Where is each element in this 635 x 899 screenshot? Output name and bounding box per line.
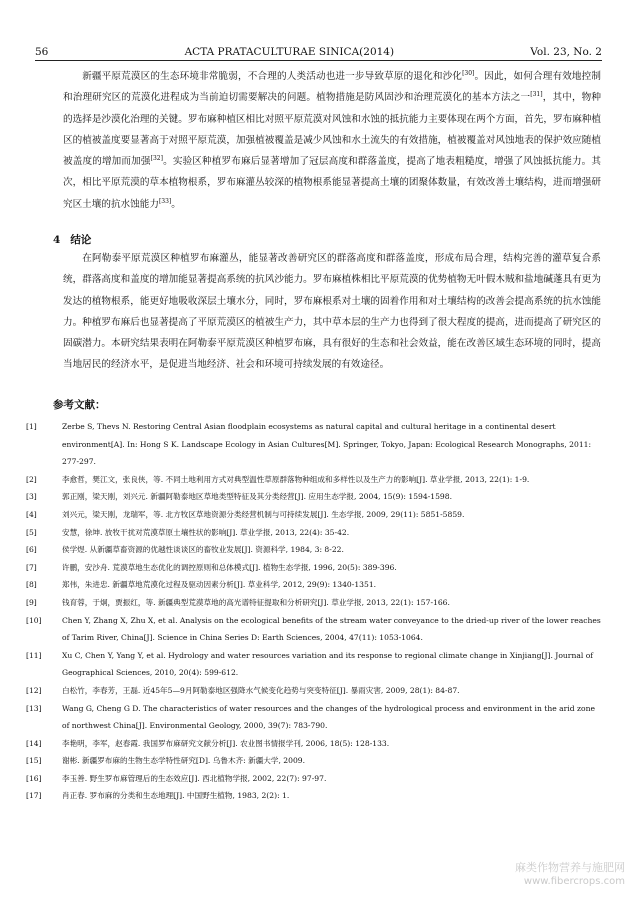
header-rule [35,60,602,61]
page-header [35,42,602,58]
reference-text: 钱育蓉，于炯，贾振红，等. 新疆典型荒漠草地的高光谱特征提取和分析研究[J]. 草业学报, 2013, 22(1): 157-166. [62,597,450,607]
reference-number: [1] [26,422,37,431]
page-number: 56 [35,46,49,58]
reference-number: [7] [26,562,37,572]
reference-item [24,787,604,805]
reference-text: 安慧，徐坤. 放牧干扰对荒漠草原土壤性状的影响[J]. 草业学报, 2013, 22(4): 35-42. [62,527,350,537]
reference-text: 李玉善. 野生罗布麻管理后的生态效应[J]. 西北植物学报, 2002, 22(7): 97-97. [62,773,327,783]
reference-text: Wang G, Cheng G D. The characteristics of water resources and the changes of the hydrological process and environment in the arid zone of northwest China[J]. Environmental Geology, 2000, 39(7): 783-790. [62,703,595,731]
watermark [515,861,625,889]
reference-text: 许鹏，安沙舟. 荒漠草地生态优化的调控原则和总体模式[J]. 植物生态学报, 1996, 20(5): 389-396. [62,562,397,572]
reference-number: [9] [26,597,37,607]
reference-item [24,506,604,524]
reference-number: [6] [26,545,37,555]
watermark-text: 麻类作物营养与施肥网 [515,861,625,874]
watermark-url: www.fibercrops.com [523,876,625,887]
reference-item [24,488,604,506]
reference-text: 李愈哲，樊江文，张良侠，等. 不同土地利用方式对典型温性草原群落物种组成和多样性以及生产力的影响[J]. 草业学报, 2013, 22(1): 1-9. [62,474,530,484]
reference-text: 侯学煜. 从新疆草畜资源的优越性谈谈区的畜牧业发展[J]. 资源科学, 1984, 3: 8-22. [62,545,344,555]
citation: [31] [530,91,543,99]
reference-item [24,700,604,735]
reference-list [24,418,604,805]
reference-item [24,594,604,612]
reference-number: [11] [26,650,42,660]
reference-number: [3] [26,492,37,502]
section-number: 4 [53,234,61,246]
reference-item [24,612,604,647]
section-title: 结论 [70,234,92,246]
reference-number: [4] [26,509,37,519]
reference-number: [13] [26,703,42,713]
reference-item [24,752,604,770]
reference-item [24,576,604,594]
citation: [30] [462,69,475,77]
citation: [32] [150,155,163,162]
reference-number: [8] [26,580,37,590]
reference-number: [15] [26,756,42,766]
references-heading: 参考文献： [53,399,106,411]
citation: [33] [158,197,172,205]
reference-number: [17] [26,791,42,801]
reference-item [24,682,604,700]
conclusion-paragraph: 在阿勒泰平原荒漠区种植罗布麻灌丛，能显著改善研究区的群落高度和群落盖度，形成布局合理，结构完善的灌草复合系统，群落高度和盖度的增加能显著提高系统的抗风沙能力。罗布麻植株相比平原荒漠的优势植物无叶假木贼和盐地碱蓬具有更为发达的植物根系，能更好地吸收深层土壤水分，同时，罗布麻根系对土壤的固着作用和对土壤结构的改善会提高系统的抗水蚀能力。种植罗布麻后也显著提高了平原荒漠区的植被生产力，其中草本层的生产力也得到了很大程度的提高，进而提高了研究区的固碳潜力。本研究结果表明在阿勒泰平原荒漠区种植罗布麻，具有很好的生态和社会效益，能在改善区域生态环境的同时，提高当地居民的经济水平，是促进当地经济、社会和环境可持续发展的有效途径。 [63,253,601,371]
reference-number: [2] [26,474,37,484]
reference-number: [14] [26,738,42,748]
reference-text: Chen Y, Zhang X, Zhu X, et al. Analysis on the ecological benefits of the stream water conveyance to the dried-up river of the lower reaches of Tarim River, China[J]. Science in China Series D: Earth Sciences, 2004, 47(11): 1053-1064. [62,615,601,643]
reference-text: 李艳明，李军，赵春霞. 我国罗布麻研究文献分析[J]. 农业图书情报学刊, 2006, 18(5): 128-133. [62,738,390,748]
reference-item [24,559,604,577]
reference-item [24,647,604,682]
reference-text: 肖正春. 罗布麻的分类和生态地理[J]. 中国野生植物, 1983, 2(2): 1. [62,791,290,801]
reference-item [24,735,604,753]
reference-text: 白松竹，李春芳，王磊. 近45年5—9月阿勒泰地区强降水气候变化趋势与突变特征[J]. 暴雨灾害, 2009, 28(1): 84-87. [62,685,460,695]
section-heading [53,232,91,247]
journal-title: ACTA PRATACULTURAE SINICA(2014) [184,46,395,58]
reference-number: [16] [26,773,42,783]
volume-info: Vol. 23, No. 2 [530,46,602,58]
reference-text: Xu C, Chen Y, Yang Y, et al. Hydrology and water resources variation and its response to regional climate change in Xinjiang[J]. Journal of Geographical Sciences, 2010, 20(4): 599-612. [62,650,594,678]
reference-number: [5] [26,527,37,537]
reference-text: Zerbe S, Thevs N. Restoring Central Asian floodplain ecosystems as natural capital and cultural heritage in a continental desert environment[A]. In: Hong S K. Landscape Ecology in Asian Cultures[M]. Springer, Tokyo, Japan: Ecological Research Monographs, 2011: 277-297. [62,422,592,467]
discussion-paragraph: 新疆平原荒漠区的生态环境非常脆弱，不合理的人类活动也进一步导致草原的退化和沙化[30]。因此，如何合理有效地控制和治理研究区的荒漠化进程成为当前迫切需要解决的问题。植物措施是防风固沙和治理荒漠化的基本方法之一[31]，其中，物种的选择是沙漠化治理的关键。罗布麻种植区相比对照平原荒漠对风蚀和水蚀的抵抗能力主要体现在两个方面，首先，罗布麻种植区的植被盖度要显著高于对照平原荒漠，加强植被覆盖是减少风蚀和水土流失的有效措施，植被覆盖对风蚀地表的保护效应随植被盖度的增加而加强[32]。实验区种植罗布麻后显著增加了冠层高度和群落盖度，提高了地表粗糙度，增强了风蚀抵抗能力。其次，相比平原荒漠的草本植物根系，罗布麻灌丛较深的植物根系能显著提高土壤的团聚体数量，有效改善土壤结构，进而增强研究区土壤的抗水蚀能力[33]。 [63,69,602,210]
reference-item [24,541,604,559]
reference-text: 郭正刚，梁天刚，刘兴元. 新疆阿勒泰地区草地类型特征及其分类经营[J]. 应用生态学报, 2004, 15(9): 1594-1598. [62,492,452,502]
reference-item [24,418,604,471]
reference-number: [12] [26,685,42,695]
reference-item [24,524,604,542]
reference-text: 谢彬. 新疆罗布麻的生物生态学特性研究[D]. 乌鲁木齐: 新疆大学, 2009. [62,756,306,766]
reference-text: 郑伟，朱进忠. 新疆草地荒漠化过程及驱动因素分析[J]. 草业科学, 2012, 29(9): 1340-1351. [62,580,377,590]
reference-text: 刘兴元，梁天刚，龙瑞军，等. 北方牧区草地资源分类经营机制与可持续发展[J]. 生态学报, 2009, 29(11): 5851-5859. [62,509,465,519]
reference-number: [10] [26,615,42,625]
reference-item [24,471,604,489]
reference-item [24,770,604,788]
